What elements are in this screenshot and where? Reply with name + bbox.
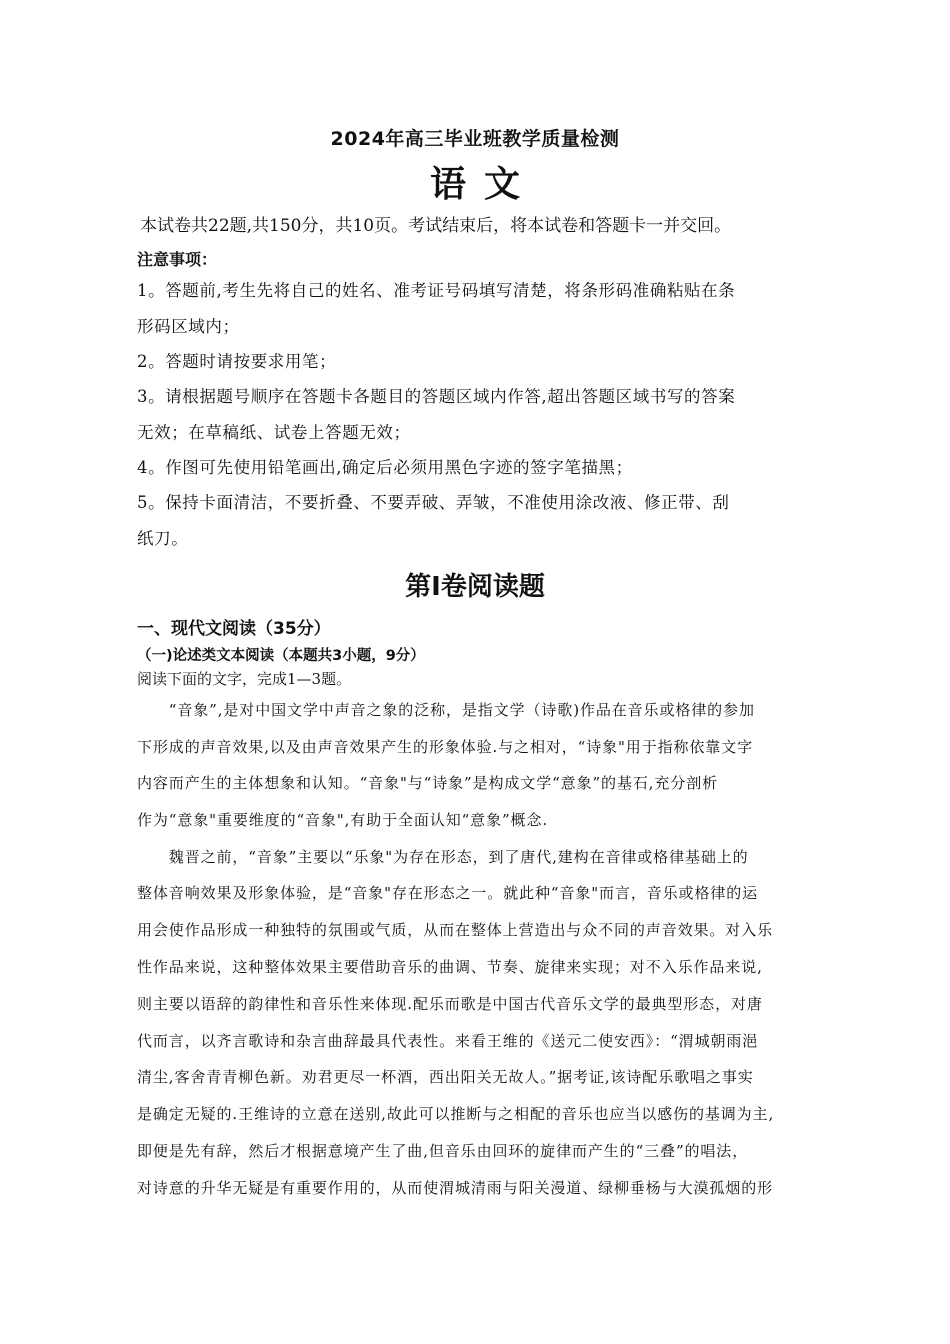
subject-title: 语文 [429, 164, 538, 205]
passage-line: 内容而产生的主体想象和认知。“音象"与“诗象”是构成文学“意象”的基石,充分剖析 [137, 774, 719, 792]
passage-line: 则主要以语辞的韵律性和音乐性来体现.配乐而歌是中国古代音乐文学的最典型形态，对唐 [137, 995, 763, 1013]
section-title: 第I卷阅读题 [405, 572, 545, 602]
exam-intro: 本试卷共22题,共150分，共10页。考试结束后，将本试卷和答题卡一并交回。 [140, 216, 732, 236]
passage-line: 是确定无疑的.王维诗的立意在送别,故此可以推断与之相配的音乐也应当以感伤的基调为主, [137, 1105, 775, 1123]
part-heading: 一、现代文阅读（35分） [137, 619, 331, 639]
notice-line: 无效；在草稿纸、试卷上答题无效； [137, 423, 411, 442]
passage-line: “音象”,是对中国文学中声音之象的泛称，是指文学（诗歌)作品在音乐或格律的参加 [137, 701, 755, 719]
passage-line: 代而言，以齐言歌诗和杂言曲辞最具代表性。来看王维的《送元二使安西》：“渭城朝雨浥 [137, 1032, 759, 1050]
notice-line: 5。保持卡面清洁，不要折叠、不要弄破、弄皱，不准使用涂改液、修正带、刮 [137, 493, 730, 512]
passage-line: 即便是先有辞，然后才根据意境产生了曲,但音乐由回环的旋律而产生的“三叠”的唱法， [137, 1142, 749, 1160]
notice-line: 1。答题前,考生先将自己的姓名、准考证号码填写清楚，将条形码准确粘贴在条 [137, 281, 736, 300]
exam-title: 2024年高三毕业班教学质量检测 [330, 128, 620, 150]
reading-instruction: 阅读下面的文字，完成1—3题。 [137, 670, 352, 688]
passage-line: 作为“意象"重要维度的“音象",有助于全面认知“意象”概念. [137, 811, 549, 829]
sub-heading: （一)论述类文本阅读（本题共3小题，9分） [137, 648, 425, 664]
notice-line: 3。请根据题号顺序在答题卡各题目的答题区域内作答,超出答题区域书写的答案 [137, 387, 736, 406]
passage-line: 清尘,客舍青青柳色新。劝君更尽一杯酒，西出阳关无故人。”据考证,该诗配乐歌唱之事实 [137, 1068, 754, 1086]
notice-heading: 注意事项： [137, 250, 218, 269]
passage-line: 用会使作品形成一种独特的氛围或气质，从而在整体上营造出与众不同的声音效果。对入乐 [137, 921, 774, 939]
notice-line: 形码区域内； [137, 317, 240, 336]
passage-line: 下形成的声音效果,以及由声音效果产生的形象体验.与之相对，“诗象"用于指称依靠文字 [137, 738, 754, 756]
notice-line: 2。答题时请按要求用笔； [137, 352, 337, 371]
passage-line: 魏晋之前，“音象”主要以“乐象"为存在形态，到了唐代,建构在音律或格律基础上的 [137, 848, 749, 866]
passage-line: 整体音响效果及形象体验，是“音象"存在形态之一。就此种“音象"而言，音乐或格律的运 [137, 884, 759, 902]
passage-line: 性作品来说，这种整体效果主要借助音乐的曲调、节奏、旋律来实现；对不入乐作品来说, [137, 958, 763, 976]
notice-line: 纸刀。 [137, 529, 189, 548]
passage-line: 对诗意的升华无疑是有重要作用的，从而使渭城清雨与阳关漫道、绿柳垂杨与大漠孤烟的形 [137, 1179, 774, 1197]
notice-line: 4。作图可先使用铅笔画出,确定后必须用黑色字迹的签字笔描黑； [137, 458, 633, 477]
